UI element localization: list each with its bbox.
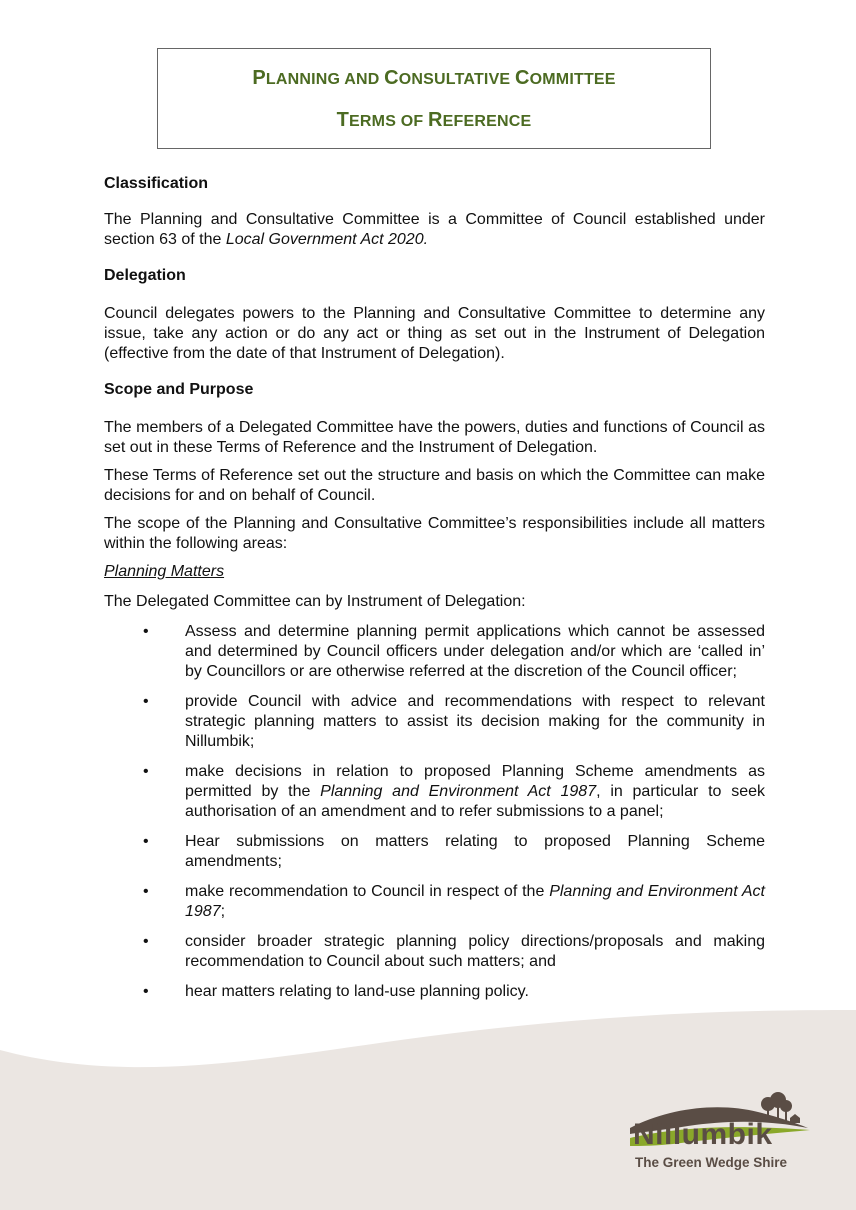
title-box: [157, 48, 711, 149]
classification-heading: Classification: [104, 175, 209, 192]
bullet-icon: •: [143, 883, 149, 900]
document-subtitle: TERMS OF REFERENCE: [336, 109, 532, 131]
delegation-heading: Delegation: [104, 267, 186, 284]
logo-wordmark: Nillumbik: [633, 1118, 773, 1151]
delegation-text: Council delegates powers to the Planning and Consultative Committee to determine any issue, take any action or do any act or thing as set out in the Instrument of Delegation (effective from the date of that Instrument of Delegation).: [104, 305, 765, 362]
document-title: PLANNING AND CONSULTATIVE COMMITTEE: [252, 67, 616, 89]
bullet-icon: •: [143, 983, 149, 1000]
scope-paragraph-2: These Terms of Reference set out the structure and basis on which the Committee can make decisions for and on behalf of Council.: [104, 467, 765, 504]
list-item: • make decisions in relation to proposed Planning Scheme amendments as permitted by the Planning and Environment Act 1987, in particular to seek authorisation of an amendment and to refer submissions to a panel;: [143, 763, 766, 820]
scope-paragraph-3: The scope of the Planning and Consultative Committee’s responsibilities include all matters within the following areas:: [104, 515, 765, 552]
logo-tagline: The Green Wedge Shire: [635, 1155, 788, 1170]
list-item: • consider broader strategic planning policy directions/proposals and making recommendation to Council about such matters; and: [143, 933, 765, 970]
bullet-icon: •: [143, 763, 149, 780]
bullet-icon: •: [143, 933, 149, 950]
classification-text: The Planning and Consultative Committee is a Committee of Council established under section 63 of the Local Government Act 2020.: [104, 211, 765, 248]
delegation-intro: The Delegated Committee can by Instrument of Delegation:: [104, 593, 526, 610]
scope-heading: Scope and Purpose: [104, 381, 254, 398]
list-item: • hear matters relating to land-use planning policy.: [143, 983, 529, 1000]
list-item: • provide Council with advice and recommendations with respect to relevant strategic planning matters to assist its decision making for the community in Nillumbik;: [143, 693, 765, 750]
planning-matters-subheading: Planning Matters: [104, 563, 225, 580]
scope-paragraph-1: The members of a Delegated Committee have the powers, duties and functions of Council as set out in these Terms of Reference and the Instrument of Delegation.: [104, 419, 765, 456]
responsibility-list: [104, 622, 765, 1002]
list-item: • make recommendation to Council in respect of the Planning and Environment Act 1987;: [143, 883, 765, 920]
bullet-icon: •: [143, 623, 149, 640]
document-body: [104, 174, 765, 1002]
bullet-icon: •: [143, 833, 149, 850]
list-item: • Assess and determine planning permit applications which cannot be assessed and determined by Council officers under delegation and/or which are ‘called in’ by Councillors or are otherwise referred at the discretion of the Council officer;: [143, 623, 765, 680]
bullet-icon: •: [143, 693, 149, 710]
list-item: • Hear submissions on matters relating to proposed Planning Scheme amendments;: [143, 833, 765, 870]
